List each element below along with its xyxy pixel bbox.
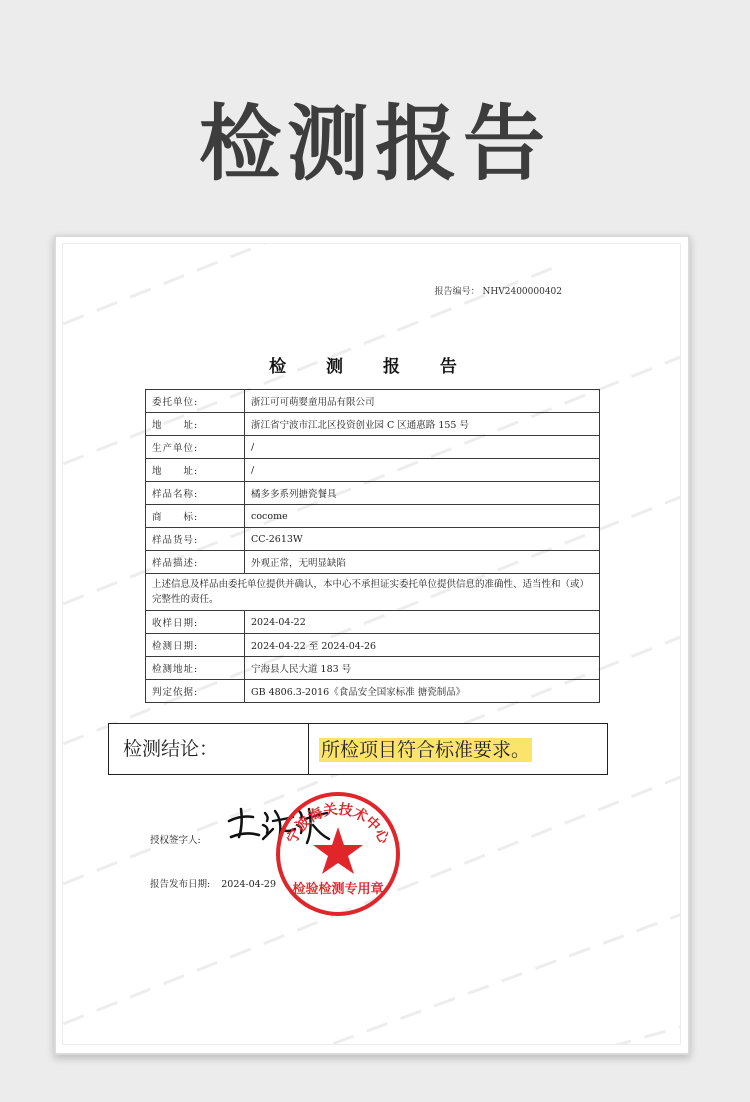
table-row [146, 657, 600, 680]
report-number [435, 284, 562, 297]
row-value: CC-2613W [245, 528, 600, 551]
row-label: 样品名称: [146, 482, 245, 505]
table-row [146, 459, 600, 482]
row-value: 浙江可可萌婴童用品有限公司 [245, 390, 600, 413]
row-label: 地 址: [146, 459, 245, 482]
row-label: 收样日期: [146, 611, 245, 634]
conclusion-value: 所检项目符合标准要求。 [321, 739, 531, 761]
disclaimer-note: 上述信息及样品由委托单位提供并确认，本中心不承担证实委托单位提供信息的准确性、适当性和（或）完整性的责任。 [146, 574, 600, 611]
document-title: 检 测 报 告 [269, 357, 474, 377]
info-table [145, 389, 600, 703]
row-label: 样品货号: [146, 528, 245, 551]
seal-bottom-text: 检验检测专用章 [292, 882, 384, 897]
seal-top-text: 宁波海关技术中心 [284, 801, 392, 847]
table-row [146, 413, 600, 436]
table-row [146, 436, 600, 459]
report-number-label: 报告编号： [434, 287, 480, 297]
table-row [146, 634, 600, 657]
row-label: 委托单位: [146, 390, 245, 413]
row-value: 外观正常，无明显缺陷 [245, 551, 600, 574]
report-paper [62, 243, 681, 1045]
row-value: / [245, 459, 600, 482]
row-value: cocome [245, 505, 600, 528]
row-label: 样品描述: [146, 551, 245, 574]
row-value: 橘多多系列搪瓷餐具 [245, 482, 600, 505]
row-label: 生产单位: [146, 436, 245, 459]
table-row-note [146, 574, 600, 611]
row-label: 检测地址: [146, 657, 245, 680]
table-row [146, 482, 600, 505]
conclusion-value-wrap [309, 724, 607, 774]
row-label: 检测日期: [146, 634, 245, 657]
issue-date [150, 876, 276, 890]
table-row [146, 551, 600, 574]
table-row [146, 528, 600, 551]
row-value: 浙江省宁波市江北区投资创业园 C 区通惠路 155 号 [245, 413, 600, 436]
table-row [146, 390, 600, 413]
row-value: GB 4806.3-2016《食品安全国家标准 搪瓷制品》 [245, 680, 600, 703]
report-number-value: NHV2400000402 [482, 287, 562, 297]
row-label: 商 标: [146, 505, 245, 528]
conclusion-label: 检测结论： [109, 724, 309, 774]
conclusion-box [108, 723, 608, 775]
row-value: 2024-04-22 [245, 611, 600, 634]
table-row [146, 611, 600, 634]
issue-date-value: 2024-04-29 [221, 879, 277, 890]
signer-label: 授权签字人: [150, 835, 201, 846]
row-value: / [245, 436, 600, 459]
issue-date-label: 报告发布日期: [150, 879, 211, 890]
banner-title: 检测报告 [198, 97, 551, 192]
table-row [146, 505, 600, 528]
row-label: 地 址: [146, 413, 245, 436]
row-label: 判定依据: [146, 680, 245, 703]
row-value: 2024-04-22 至 2024-04-26 [245, 634, 600, 657]
row-value: 宁海县人民大道 183 号 [245, 657, 600, 680]
official-seal [273, 789, 403, 919]
table-row [146, 680, 600, 703]
